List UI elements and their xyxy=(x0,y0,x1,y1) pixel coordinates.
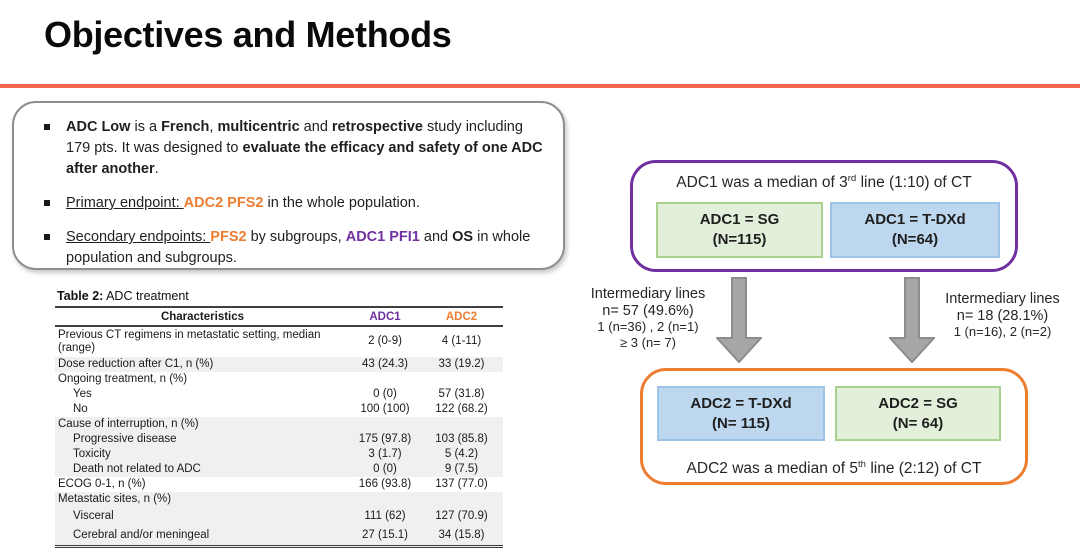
intermediary-line-text: 1 (n=36) , 2 (n=1) xyxy=(597,319,699,334)
characteristic-cell: Dose reduction after C1, n (%) xyxy=(58,357,214,370)
characteristic-cell: No xyxy=(73,402,88,415)
bullet-text: Primary endpoint: ADC2 PFS2 in the whole population. xyxy=(66,195,420,211)
characteristic-cell: Yes xyxy=(73,387,92,400)
adc2-container-box xyxy=(640,368,1028,485)
adc1-value-cell: 2 (0-9) xyxy=(368,335,402,348)
adc2-value-cell: 9 (7.5) xyxy=(444,462,479,475)
col-header-characteristics: Characteristics xyxy=(55,307,350,326)
table-caption xyxy=(57,289,189,303)
adc1-value-cell xyxy=(350,417,420,432)
characteristic-cell: Cerebral and/or meningeal xyxy=(73,528,210,541)
intro-box xyxy=(12,101,565,270)
adc1-sg-label: ADC1 = SG xyxy=(699,211,780,228)
adc2-value-cell: 137 (77.0) xyxy=(435,477,488,490)
intermediary-lines-right-label xyxy=(930,291,1075,340)
bullet-text: Secondary endpoints: PFS2 by subgroups, ADC1 PFI1 and OS in whole population and subgroups. xyxy=(66,229,531,266)
intermediary-line-text: n= 57 (49.6%) xyxy=(602,302,694,319)
adc1-value-cell: 100 (100) xyxy=(360,402,410,415)
adc1-value-cell: 166 (93.8) xyxy=(358,477,412,490)
adc1-value-cell: 3 (1.7) xyxy=(368,447,402,460)
bullet-item xyxy=(30,193,549,214)
characteristic-cell: Previous CT regimens in metastatic setting, median (range) xyxy=(58,328,321,354)
bullet-square-icon xyxy=(44,124,50,130)
adc2-median-text: ADC2 was a median of 5th line (2:12) of CT xyxy=(686,458,982,477)
intermediary-line-text: ≥ 3 (n= 7) xyxy=(620,334,676,350)
bullet-item xyxy=(30,227,549,269)
title-rule xyxy=(0,84,1080,88)
adc1-tdxd-box xyxy=(830,202,1000,258)
adc1-value-cell xyxy=(350,372,420,387)
col-header-adc1: ADC1 xyxy=(350,307,420,326)
col-header-adc2: ADC2 xyxy=(420,307,503,326)
characteristic-cell: Progressive disease xyxy=(73,432,177,445)
adc2-value-cell: 33 (19.2) xyxy=(438,357,485,370)
table-row xyxy=(55,447,503,462)
characteristic-cell: Visceral xyxy=(73,509,114,522)
table-row xyxy=(55,402,503,417)
adc2-value-cell: 122 (68.2) xyxy=(435,402,488,415)
adc2-value-cell: 103 (85.8) xyxy=(435,432,488,445)
adc1-sg-n: (N=115) xyxy=(712,231,767,248)
table-header-row xyxy=(55,307,503,326)
adc2-value-cell: 57 (31.8) xyxy=(438,387,485,400)
adc1-value-cell: 27 (15.1) xyxy=(361,528,409,541)
bullet-list xyxy=(30,117,549,269)
adc1-tdxd-n: (N=64) xyxy=(891,231,939,248)
characteristic-cell: Metastatic sites, n (%) xyxy=(58,492,172,505)
bullet-square-icon xyxy=(44,234,50,240)
adc1-median-text: ADC1 was a median of 3rd line (1:10) of CT xyxy=(676,172,972,191)
table-caption-number: Table 2: xyxy=(57,289,104,303)
adc1-value-cell: 0 (0) xyxy=(373,462,397,475)
adc2-value-cell: 34 (15.8) xyxy=(438,528,485,541)
adc1-sg-box xyxy=(656,202,823,258)
adc1-tdxd-label: ADC1 = T-DXd xyxy=(864,211,966,228)
table-row xyxy=(55,462,503,477)
intermediary-lines-left-label xyxy=(578,286,718,350)
adc2-tdxd-box xyxy=(657,386,825,441)
adc2-sg-box xyxy=(835,386,1001,441)
characteristic-cell: Toxicity xyxy=(73,447,111,460)
table-row xyxy=(55,372,503,387)
table-row xyxy=(55,432,503,447)
adc2-value-cell xyxy=(420,372,503,387)
table-row xyxy=(55,507,503,526)
adc1-value-cell: 0 (0) xyxy=(373,387,397,400)
page-title: Objectives and Methods xyxy=(44,14,452,55)
intermediary-line-text: 1 (n=16), 2 (n=2) xyxy=(953,324,1052,339)
adc2-sg-label: ADC2 = SG xyxy=(878,395,958,412)
adc2-value-cell xyxy=(420,417,503,432)
table-row xyxy=(55,357,503,372)
table-row xyxy=(55,387,503,402)
bullet-square-icon xyxy=(44,200,50,206)
adc2-value-cell xyxy=(420,492,503,507)
adc1-container-box xyxy=(630,160,1018,272)
characteristic-cell: Death not related to ADC xyxy=(73,462,201,475)
table-caption-text: ADC treatment xyxy=(103,289,189,303)
intermediary-line-text: n= 18 (28.1%) xyxy=(956,307,1049,324)
table-row xyxy=(55,526,503,547)
table-row xyxy=(55,417,503,432)
bullet-text: ADC Low is a French, multicentric and retrospective study including 179 pts. It was designed to evaluate the efficacy and safety of one ADC after another. xyxy=(66,119,543,177)
adc2-tdxd-label: ADC2 = T-DXd xyxy=(690,395,792,412)
table-row xyxy=(55,492,503,507)
intermediary-line-text: Intermediary lines xyxy=(590,286,706,302)
adc-treatment-table xyxy=(55,306,503,548)
adc2-value-cell: 5 (4.2) xyxy=(444,447,479,460)
characteristic-cell: ECOG 0-1, n (%) xyxy=(58,477,146,490)
adc1-value-cell: 111 (62) xyxy=(364,509,406,522)
bullet-item xyxy=(30,117,549,180)
adc2-value-cell: 127 (70.9) xyxy=(435,509,488,522)
adc2-tdxd-n: (N= 115) xyxy=(712,415,770,432)
down-arrow-icon-right xyxy=(889,277,935,363)
table-row xyxy=(55,477,503,492)
adc2-value-cell: 4 (1-11) xyxy=(441,335,482,348)
adc2-sg-n: (N= 64) xyxy=(892,415,944,432)
characteristic-cell: Cause of interruption, n (%) xyxy=(58,417,199,430)
adc1-value-cell: 43 (24.3) xyxy=(361,357,409,370)
table-row xyxy=(55,326,503,357)
intermediary-line-text: Intermediary lines xyxy=(945,291,1060,307)
characteristic-cell: Ongoing treatment, n (%) xyxy=(58,372,188,385)
adc1-value-cell xyxy=(350,492,420,507)
down-arrow-icon-left xyxy=(716,277,762,363)
adc1-value-cell: 175 (97.8) xyxy=(358,432,412,445)
